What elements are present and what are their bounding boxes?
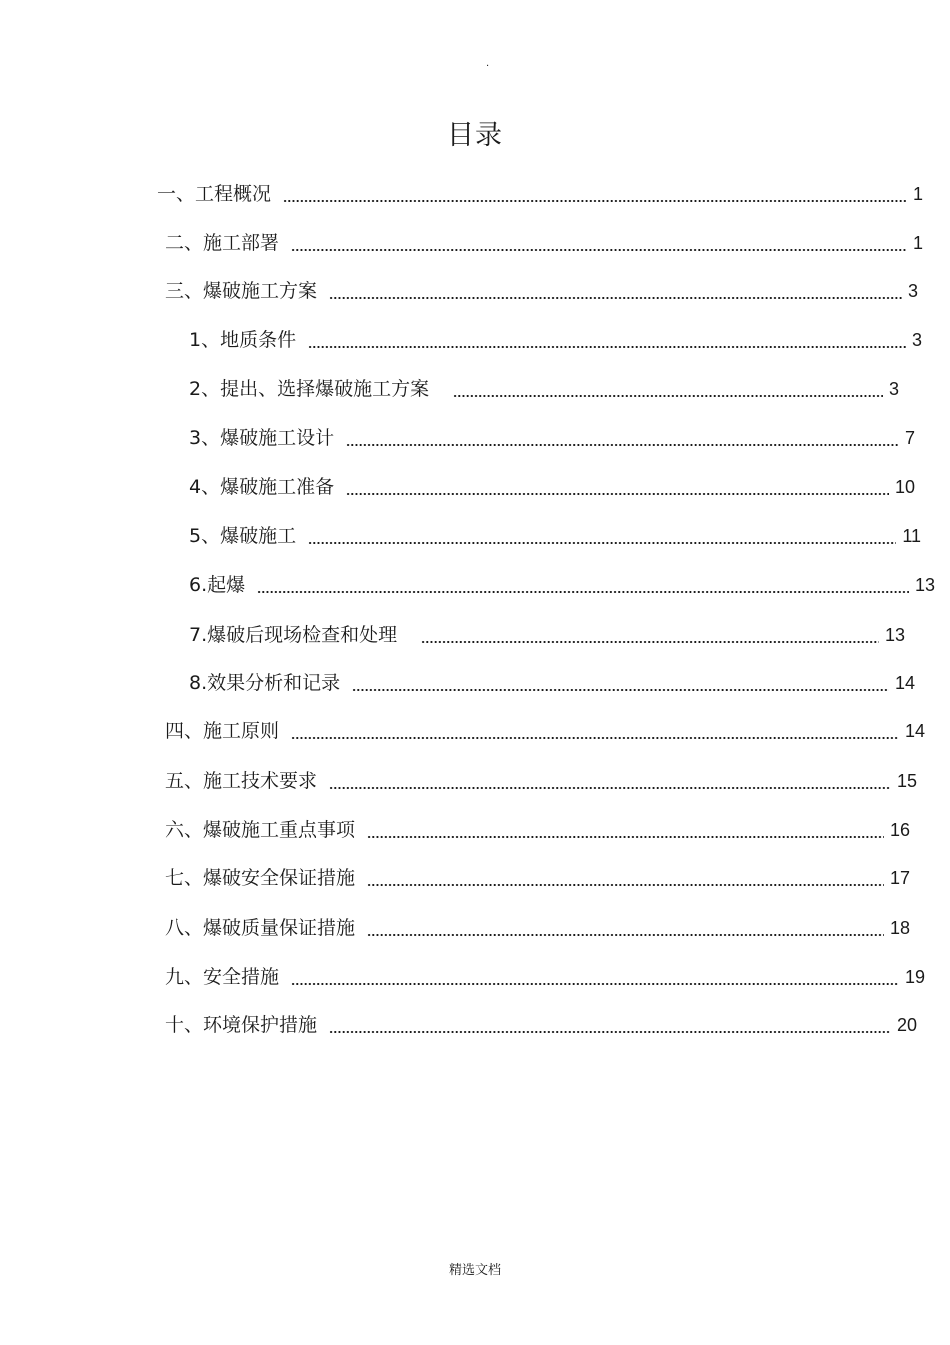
toc-entry[interactable] [189,620,905,650]
header-mark: · [486,61,490,72]
page-footer: 精选文档 [448,1263,501,1278]
toc-entry[interactable] [189,325,922,355]
toc-entry[interactable] [165,962,925,992]
toc-entry-label: 十、环境保护措施 [165,1014,318,1036]
toc-entry-label: 3、爆破施工设计 [189,427,335,449]
dot-leader [308,521,896,551]
toc-entry-label: 一、工程概况 [157,183,272,205]
dot-leader [329,276,902,306]
toc-entry-page: 17 [889,868,910,888]
dot-leader [352,668,889,698]
toc-entry[interactable] [189,374,899,404]
toc-entry-page: 7 [904,428,915,448]
toc-entry[interactable] [165,766,917,796]
toc-entry[interactable] [165,1010,917,1040]
toc-entry-label: 五、施工技术要求 [165,770,318,792]
toc-entry-page: 19 [904,967,925,987]
toc-entry[interactable] [189,423,915,453]
dot-leader [329,766,891,796]
toc-entry[interactable] [165,716,925,746]
dot-leader [367,815,884,845]
dot-leader [421,620,879,650]
toc-entry-page: 11 [902,526,921,546]
dot-leader [291,716,899,746]
dot-leader [291,228,907,258]
toc-entry-label: 九、安全措施 [165,966,280,988]
dot-leader [329,1010,891,1040]
toc-entry-page: 1 [912,184,923,204]
dot-leader [283,179,907,209]
toc-entry-page: 20 [896,1015,917,1035]
toc-entry-page: 16 [889,820,910,840]
toc-entry-page: 13 [914,575,935,595]
toc-entry[interactable] [165,228,923,258]
toc-entry-page: 10 [894,477,915,497]
toc-entry-label: 7.爆破后现场检查和处理 [189,624,398,646]
toc-entry[interactable] [189,668,915,698]
toc-entry-label: 四、施工原则 [165,720,280,742]
dot-leader [257,570,909,600]
toc-entry[interactable] [165,276,918,306]
toc-entry-page: 15 [896,771,917,791]
toc-entry-page: 18 [889,918,910,938]
dot-leader [346,472,889,502]
toc-entry-label: 4、爆破施工准备 [189,476,335,498]
toc-entry-label: 八、爆破质量保证措施 [165,917,356,939]
toc-entry-label: 1、地质条件 [189,329,297,351]
toc-entry-page: 3 [907,281,918,301]
toc-entry[interactable] [189,521,921,551]
dot-leader [291,962,899,992]
toc-entry-page: 14 [894,673,915,693]
toc-entry[interactable] [165,863,910,893]
toc-entry-page: 1 [912,233,923,253]
dot-leader [453,374,883,404]
toc-entry-page: 14 [904,721,925,741]
toc-entry-page: 3 [911,330,922,350]
dot-leader [308,325,906,355]
toc-entry[interactable] [165,913,910,943]
toc-entry-label: 6.起爆 [189,574,246,596]
toc-title: 目录 [447,120,503,151]
toc-entry-label: 二、施工部署 [165,232,280,254]
toc-entry[interactable] [189,472,915,502]
toc-entry[interactable] [165,815,910,845]
dot-leader [367,913,884,943]
toc-entry-page: 3 [888,379,899,399]
toc-entry-page: 13 [884,625,905,645]
dot-leader [367,863,884,893]
toc-entry-label: 七、爆破安全保证措施 [165,867,356,889]
toc-entry-label: 三、爆破施工方案 [165,280,318,302]
toc-entry[interactable] [189,570,935,600]
toc-entry-label: 8.效果分析和记录 [189,672,341,694]
toc-entry-label: 5、爆破施工 [189,525,297,547]
toc-entry-label: 2、提出、选择爆破施工方案 [189,378,430,400]
toc-entry[interactable] [157,179,923,209]
toc-entry-label: 六、爆破施工重点事项 [165,819,356,841]
dot-leader [346,423,899,453]
